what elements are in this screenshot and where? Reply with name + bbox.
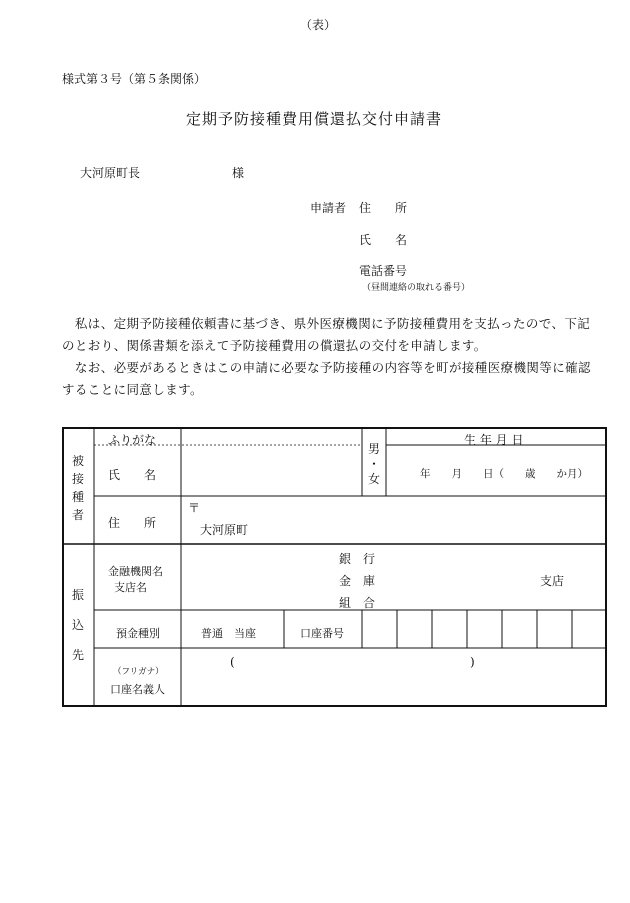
branch-suffix: 支店 <box>540 574 565 588</box>
deposit-types: 普通 当座 <box>201 627 256 640</box>
branch-label: 支店名 <box>114 581 147 594</box>
bank-type-kumiai: 組 合 <box>339 596 376 610</box>
holder-paren-close: ) <box>470 655 475 669</box>
holder-label: 口座名義人 <box>110 683 165 696</box>
transfer-header-1: 振 <box>72 588 85 602</box>
patient-header-2: 接 <box>72 472 85 486</box>
transfer-header-2: 込 <box>72 618 85 632</box>
paragraph-2: なお、必要があるときはこの申請に必要な予防接種の内容等を町が接種医療機関等に確認することに同意します。 <box>62 360 591 397</box>
patient-header-1: 被 <box>72 454 85 468</box>
sex-label-1: 男 <box>368 442 381 456</box>
page-mark: （表） <box>300 18 337 32</box>
applicant-address-label: 住 所 <box>359 201 408 215</box>
applicant-phone-label: 電話番号 <box>359 264 408 278</box>
birth-fields: 年 月 日（ 歳 か月） <box>420 468 588 480</box>
patient-header-4: 者 <box>72 508 85 522</box>
recipient-name: 大河原町長 <box>80 166 141 180</box>
address-value: 大河原町 <box>200 523 249 537</box>
bank-type-bank: 銀 行 <box>339 552 376 566</box>
recipient-honorific: 様 <box>232 166 245 180</box>
furigana-label: ふりがな <box>108 433 157 447</box>
sex-label-3: 女 <box>368 472 381 486</box>
sex-label-2: ・ <box>368 457 381 471</box>
page-title: 定期予防接種費用償還払交付申請書 <box>186 110 443 128</box>
bank-label: 金融機関名 <box>108 565 163 578</box>
name-label: 氏 名 <box>108 468 157 482</box>
holder-paren-open: ( <box>230 655 235 669</box>
patient-header-3: 種 <box>72 490 85 504</box>
account-number-label: 口座番号 <box>300 627 344 640</box>
birth-header: 生 年 月 日 <box>464 433 524 447</box>
transfer-header-3: 先 <box>72 648 85 662</box>
holder-kana-label: （フリガナ） <box>113 667 164 677</box>
applicant-label: 申請者 <box>310 201 347 215</box>
applicant-name-label: 氏 名 <box>359 233 408 247</box>
form-number: 様式第３号（第５条関係） <box>62 72 207 86</box>
postal-mark: 〒 <box>188 501 201 515</box>
paragraph-1: 私は、定期予防接種依頼書に基づき、県外医療機関に予防接種費用を支払ったので、下記のとおり、関係書類を添えて予防接種費用の償還払の交付を申請します。 <box>62 316 591 353</box>
deposit-label: 預金種別 <box>116 627 160 640</box>
bank-type-shinkin: 金 庫 <box>339 574 376 588</box>
address-label: 住 所 <box>108 516 157 530</box>
applicant-phone-note: （昼間連絡の取れる番号） <box>362 283 471 293</box>
